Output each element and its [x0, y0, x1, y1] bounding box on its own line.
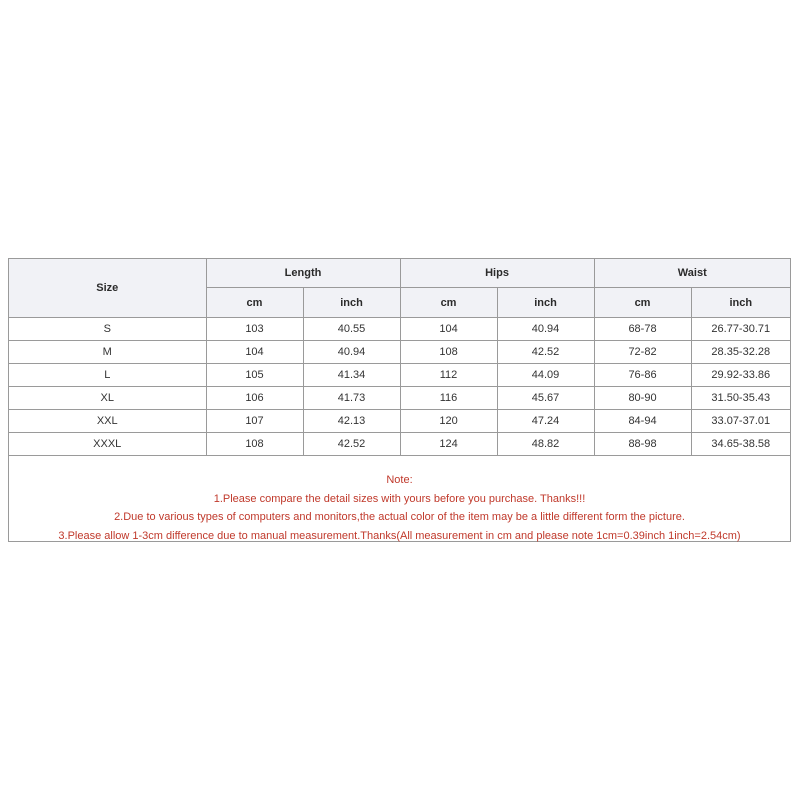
- table-cell: 120: [400, 410, 497, 433]
- table-cell: 42.52: [497, 341, 594, 364]
- table-cell: 47.24: [497, 410, 594, 433]
- size-cell: XXXL: [9, 433, 206, 456]
- notes-section: [9, 471, 790, 545]
- table-cell: 80-90: [594, 387, 691, 410]
- table-cell: 31.50-35.43: [691, 387, 790, 410]
- unit-header: inch: [303, 288, 400, 318]
- size-cell: XL: [9, 387, 206, 410]
- table-cell: 26.77-30.71: [691, 318, 790, 341]
- table-cell: 124: [400, 433, 497, 456]
- table-cell: 48.82: [497, 433, 594, 456]
- unit-header: cm: [400, 288, 497, 318]
- table-cell: 44.09: [497, 364, 594, 387]
- table-cell: 29.92-33.86: [691, 364, 790, 387]
- table-row: [9, 433, 790, 456]
- table-cell: 104: [400, 318, 497, 341]
- unit-header: inch: [691, 288, 790, 318]
- unit-header: inch: [497, 288, 594, 318]
- table-row: [9, 318, 790, 341]
- table-cell: 116: [400, 387, 497, 410]
- table-cell: 108: [400, 341, 497, 364]
- header-row-groups: [9, 259, 790, 288]
- size-cell: S: [9, 318, 206, 341]
- table-cell: 76-86: [594, 364, 691, 387]
- note-line: 2.Due to various types of computers and monitors,the actual color of the item may be a little different form the picture.: [114, 511, 685, 523]
- note-title: Note:: [386, 474, 413, 486]
- table-cell: 41.34: [303, 364, 400, 387]
- table-cell: 40.94: [497, 318, 594, 341]
- table-cell: 72-82: [594, 341, 691, 364]
- table-cell: 40.94: [303, 341, 400, 364]
- size-cell: L: [9, 364, 206, 387]
- size-cell: M: [9, 341, 206, 364]
- unit-header: cm: [594, 288, 691, 318]
- size-chart: [8, 258, 791, 542]
- table-cell: 106: [206, 387, 303, 410]
- table-cell: 34.65-38.58: [691, 433, 790, 456]
- hips-header: Hips: [400, 259, 594, 288]
- table-cell: 105: [206, 364, 303, 387]
- table-row: [9, 364, 790, 387]
- table-cell: 28.35-32.28: [691, 341, 790, 364]
- waist-header: Waist: [594, 259, 790, 288]
- table-row: [9, 387, 790, 410]
- table-cell: 112: [400, 364, 497, 387]
- length-header: Length: [206, 259, 400, 288]
- table-cell: 108: [206, 433, 303, 456]
- table-cell: 104: [206, 341, 303, 364]
- table-cell: 41.73: [303, 387, 400, 410]
- table-cell: 84-94: [594, 410, 691, 433]
- size-header: Size: [9, 259, 206, 318]
- note-line: 3.Please allow 1-3cm difference due to manual measurement.Thanks(All measurement in cm and please note 1cm=0.39inch 1inch=2.54cm): [58, 529, 741, 542]
- unit-header: cm: [206, 288, 303, 318]
- table-cell: 33.07-37.01: [691, 410, 790, 433]
- table-cell: 42.52: [303, 433, 400, 456]
- note-line: 1.Please compare the detail sizes with yours before you purchase. Thanks!!!: [213, 492, 586, 505]
- table-row: [9, 410, 790, 433]
- size-cell: XXL: [9, 410, 206, 433]
- table-cell: 45.67: [497, 387, 594, 410]
- table-row: [9, 341, 790, 364]
- table-cell: 88-98: [594, 433, 691, 456]
- table-cell: 40.55: [303, 318, 400, 341]
- table-cell: 68-78: [594, 318, 691, 341]
- table-cell: 107: [206, 410, 303, 433]
- table-cell: 42.13: [303, 410, 400, 433]
- table-cell: 103: [206, 318, 303, 341]
- size-table: [9, 259, 790, 456]
